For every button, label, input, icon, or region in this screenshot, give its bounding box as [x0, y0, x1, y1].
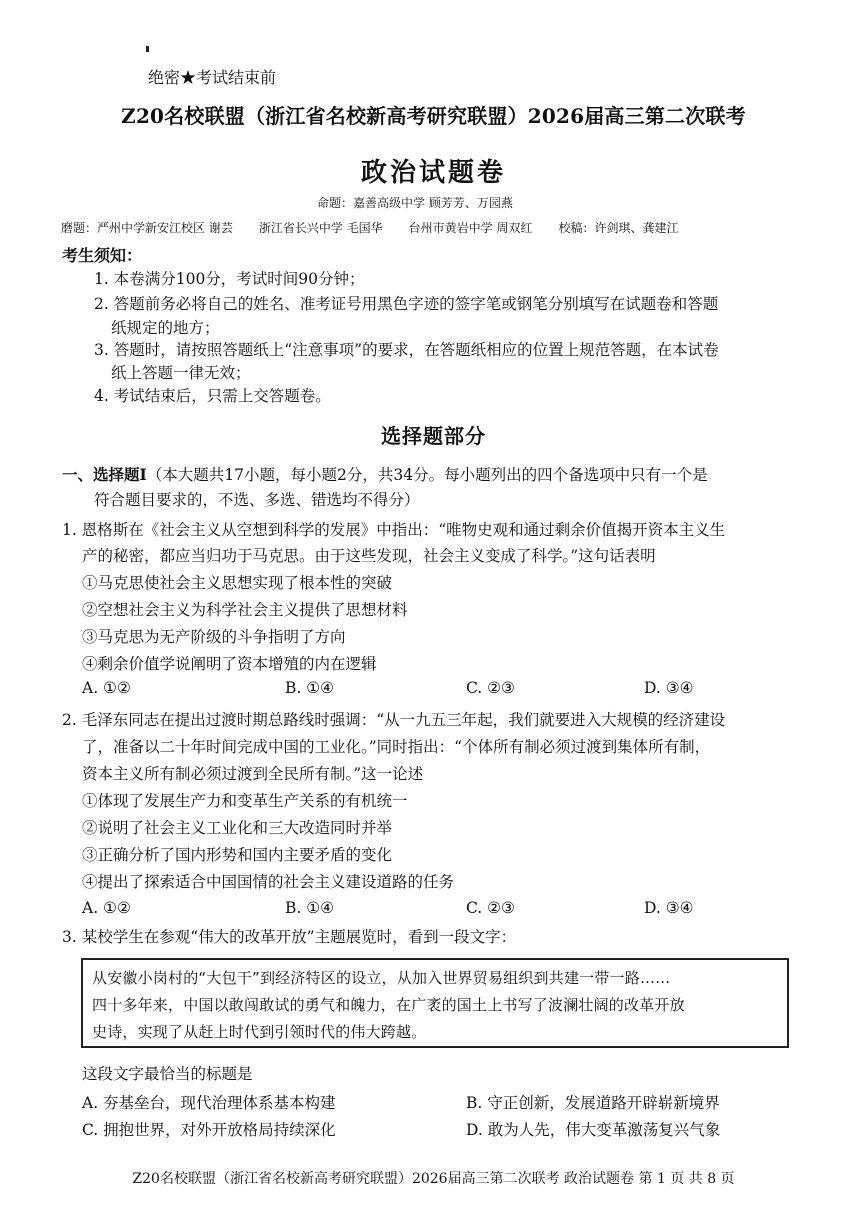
q1-option-a: A. ①② [82, 679, 131, 697]
q1-option-b: B. ①④ [285, 679, 335, 697]
q3-ask: 这段文字最恰当的标题是 [82, 1065, 253, 1083]
quote-line: 四十多年来，中国以敢闯敢试的勇气和魄力，在广袤的国土上书写了波澜壮阔的改革开放 [92, 996, 685, 1014]
reviewer: 磨题：严州中学新安江校区 谢芸 [61, 221, 233, 235]
question-setter: 命题：嘉善高级中学 顾芳芳、万园燕 [317, 196, 513, 210]
q2-option-d: D. ③④ [644, 899, 694, 917]
page-footer: Z20名校联盟（浙江省名校新高考研究联盟）2026届高三第二次联考 政治试题卷 第 1 页 共 8 页 [132, 1171, 735, 1187]
q2-stem: 了，准备以二十年时间完成中国的工业化。”同时指出：“个体所有制必须过渡到集体所有制， [82, 738, 711, 756]
q2-option-c: C. ②③ [466, 899, 515, 917]
q1-option-d: D. ③④ [644, 679, 694, 697]
q1-item: ④剩余价值学说阐明了资本增殖的内在逻辑 [82, 655, 377, 673]
notice-line: 4. 考试结束后，只需上交答题卷。 [94, 387, 331, 405]
q3-option-c: C. 拥抱世界，对外开放格局持续深化 [82, 1121, 336, 1139]
quote-line: 史诗，实现了从赶上时代到引领时代的伟大跨越。 [92, 1023, 427, 1041]
exam-title: Z20名校联盟（浙江省名校新高考研究联盟）2026届高三第二次联考 [121, 104, 746, 128]
q2-option-b: B. ①④ [285, 899, 335, 917]
section-heading: 选择题部分 [381, 424, 486, 448]
q1-item: ③马克思为无产阶级的斗争指明了方向 [82, 628, 346, 646]
part-label: 一、选择题Ⅰ [62, 465, 147, 484]
q2-item: ①体现了发展生产力和变革生产关系的有机统一 [82, 792, 408, 810]
part-desc: （本大题共17小题，每小题2分，共34分。每小题列出的四个备选项中只有一个是 [146, 466, 708, 484]
paper-subject: 政治试题卷 [360, 158, 506, 188]
q3-option-d: D. 敢为人先，伟大变革激荡复兴气象 [466, 1121, 721, 1139]
q3-stem: 3. 某校学生在参观“伟大的改革开放”主题展览时，看到一段文字： [62, 928, 517, 946]
notice-line: 纸上答题一律无效； [111, 364, 251, 382]
part-desc-cont: 符合题目要求的，不选、多选、错选均不得分） [94, 491, 420, 509]
reviewer: 浙江省长兴中学 毛国华 [258, 221, 383, 235]
q2-stem: 2. 毛泽东同志在提出过渡时期总路线时强调：“从一九五三年起，我们就要进入大规模的经济建设 [62, 711, 726, 729]
scan-mark [146, 46, 149, 52]
quote-line: 从安徽小岗村的“大包干”到经济特区的设立，从加入世界贸易组织到共建一带一路…… [92, 969, 671, 987]
notice-line: 1. 本卷满分100分，考试时间90分钟； [94, 270, 365, 288]
confidential-label: 绝密★考试结束前 [148, 68, 277, 87]
part-instructions [62, 463, 708, 485]
notice-heading: 考生须知： [62, 246, 143, 265]
reviewers-line [61, 219, 679, 236]
notice-line: 纸规定的地方； [111, 319, 220, 337]
q1-item: ②空想社会主义为科学社会主义提供了思想材料 [82, 601, 408, 619]
q2-option-a: A. ①② [82, 899, 131, 917]
q1-item: ①马克思使社会主义思想实现了根本性的突破 [82, 574, 393, 592]
q2-item: ②说明了社会主义工业化和三大改造同时并举 [82, 819, 393, 837]
q1-option-c: C. ②③ [466, 679, 515, 697]
q1-stem: 1. 恩格斯在《社会主义从空想到科学的发展》中指出：“唯物史观和通过剩余价值揭开资本主义生 [62, 521, 726, 539]
notice-line: 2. 答题前务必将自己的姓名、准考证号用黑色字迹的签字笔或钢笔分别填写在试题卷和答题 [94, 295, 719, 313]
reviewer: 台州市黄岩中学 周双红 [408, 221, 533, 235]
q2-stem: 资本主义所有制必须过渡到全民所有制。”这一论述 [82, 765, 424, 783]
q2-item: ③正确分析了国内形势和国内主要矛盾的变化 [82, 846, 393, 864]
q2-item: ④提出了探索适合中国国情的社会主义建设道路的任务 [82, 873, 455, 891]
notice-line: 3. 答题时，请按照答题纸上“注意事项”的要求，在答题纸相应的位置上规范答题，在本试卷 [94, 341, 719, 359]
q3-option-a: A. 夯基垒台，现代治理体系基本构建 [82, 1094, 336, 1112]
q3-option-b: B. 守正创新，发展道路开辟崭新境界 [466, 1094, 720, 1112]
proofreader: 校稿：许剑琪、龚建江 [558, 221, 679, 235]
q1-stem: 产的秘密，都应当归功于马克思。由于这些发现，社会主义变成了科学。”这句话表明 [82, 547, 656, 565]
